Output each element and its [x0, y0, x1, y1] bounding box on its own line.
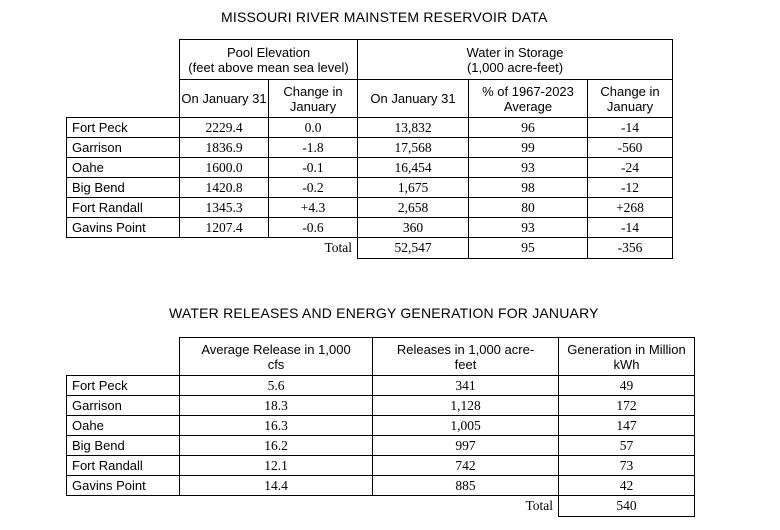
- table-row: [67, 178, 673, 198]
- reservoir-storage-table: [66, 39, 673, 259]
- table-row: [67, 138, 673, 158]
- value-cell: 14.4: [180, 476, 373, 496]
- total-label: Total: [324, 240, 352, 256]
- total-label: Total: [525, 498, 553, 514]
- reservoir-name-cell: Gavins Point: [67, 218, 180, 238]
- column-header: [180, 80, 269, 118]
- value-cell: 93: [469, 158, 588, 178]
- table-row: [67, 118, 673, 138]
- total-row: [67, 238, 673, 259]
- reservoir-name-cell: Fort Randall: [67, 198, 180, 218]
- value-cell: 1,675: [358, 178, 469, 198]
- value-cell: 73: [559, 456, 695, 476]
- value-cell: -24: [588, 158, 673, 178]
- total-row: [67, 496, 695, 517]
- value-cell: 16,454: [358, 158, 469, 178]
- value-cell: 1345.3: [180, 198, 269, 218]
- value-cell: 96: [469, 118, 588, 138]
- total-spacer: [67, 238, 180, 259]
- column-header-label: Generation in Million kWh: [567, 341, 686, 372]
- value-cell: 57: [559, 436, 695, 456]
- value-cell: 16.3: [180, 416, 373, 436]
- value-cell: 49: [559, 376, 695, 396]
- reservoir-name-cell: Fort Randall: [67, 456, 180, 476]
- pool-elevation-group-header: [180, 40, 358, 80]
- column-header-label: On January 31: [181, 91, 267, 106]
- table-row: [67, 416, 695, 436]
- column-header-label: Average Release in 1,000 cfs: [201, 341, 351, 372]
- storage-table-title: MISSOURI RIVER MAINSTEM RESERVOIR DATA: [221, 9, 548, 25]
- value-cell: 360: [358, 218, 469, 238]
- value-cell: 18.3: [180, 396, 373, 416]
- total-value-cell: -356: [588, 238, 673, 259]
- table-row: [67, 158, 673, 178]
- table-row: [67, 456, 695, 476]
- value-cell: 172: [559, 396, 695, 416]
- value-cell: 13,832: [358, 118, 469, 138]
- releases-table-title: WATER RELEASES AND ENERGY GENERATION FOR JANUARY: [169, 305, 599, 321]
- water-storage-group-label: Water in Storage (1,000 acre-feet): [466, 44, 564, 75]
- value-cell: 16.2: [180, 436, 373, 456]
- column-header-label: % of 1967-2023 Average: [482, 83, 574, 114]
- column-header: [559, 338, 695, 376]
- reservoir-name-cell: Garrison: [67, 396, 180, 416]
- value-cell: 5.6: [180, 376, 373, 396]
- value-cell: 1836.9: [180, 138, 269, 158]
- water-releases-table: [66, 337, 695, 517]
- value-cell: 12.1: [180, 456, 373, 476]
- value-cell: -14: [588, 118, 673, 138]
- value-cell: -0.1: [269, 158, 358, 178]
- value-cell: -0.6: [269, 218, 358, 238]
- value-cell: -0.2: [269, 178, 358, 198]
- table-row: [67, 476, 695, 496]
- reservoir-name-cell: Oahe: [67, 158, 180, 178]
- column-header: [358, 80, 469, 118]
- value-cell: 997: [373, 436, 559, 456]
- table-row: [67, 396, 695, 416]
- value-cell: -12: [588, 178, 673, 198]
- value-cell: 93: [469, 218, 588, 238]
- value-cell: 341: [373, 376, 559, 396]
- value-cell: 99: [469, 138, 588, 158]
- column-header: [588, 80, 673, 118]
- column-header: [373, 338, 559, 376]
- value-cell: 1207.4: [180, 218, 269, 238]
- reservoir-name-cell: Garrison: [67, 138, 180, 158]
- reservoir-name-cell: Gavins Point: [67, 476, 180, 496]
- column-header-label: Change in January: [283, 83, 343, 114]
- value-cell: 147: [559, 416, 695, 436]
- value-cell: +268: [588, 198, 673, 218]
- column-header-label: On January 31: [370, 91, 456, 106]
- value-cell: 42: [559, 476, 695, 496]
- header-spacer: [67, 80, 180, 118]
- total-value-cell: 540: [559, 496, 695, 517]
- value-cell: -1.8: [269, 138, 358, 158]
- value-cell: 1600.0: [180, 158, 269, 178]
- column-header: [469, 80, 588, 118]
- value-cell: +4.3: [269, 198, 358, 218]
- reservoir-name-cell: Big Bend: [67, 178, 180, 198]
- table-row: [67, 198, 673, 218]
- water-storage-group-header: [358, 40, 673, 80]
- total-spacer: [180, 238, 269, 259]
- reservoir-name-cell: Fort Peck: [67, 376, 180, 396]
- value-cell: -14: [588, 218, 673, 238]
- reservoir-name-cell: Oahe: [67, 416, 180, 436]
- column-header: [269, 80, 358, 118]
- value-cell: 885: [373, 476, 559, 496]
- column-header-label: Releases in 1,000 acre- feet: [396, 341, 535, 372]
- value-cell: -560: [588, 138, 673, 158]
- value-cell: 98: [469, 178, 588, 198]
- value-cell: 1,128: [373, 396, 559, 416]
- pool-elevation-group-label: Pool Elevation (feet above mean sea level): [188, 44, 349, 75]
- value-cell: 1420.8: [180, 178, 269, 198]
- column-header-label: Change in January: [600, 83, 660, 114]
- value-cell: 742: [373, 456, 559, 476]
- table-row: [67, 376, 695, 396]
- total-spacer: [180, 496, 373, 517]
- reservoir-name-cell: Big Bend: [67, 436, 180, 456]
- header-spacer: [67, 40, 180, 80]
- value-cell: 2229.4: [180, 118, 269, 138]
- total-value-cell: 95: [469, 238, 588, 259]
- column-header: [180, 338, 373, 376]
- table-row: [67, 218, 673, 238]
- reservoir-name-cell: Fort Peck: [67, 118, 180, 138]
- value-cell: 1,005: [373, 416, 559, 436]
- table-row: [67, 436, 695, 456]
- value-cell: 80: [469, 198, 588, 218]
- total-spacer: [67, 496, 180, 517]
- value-cell: 17,568: [358, 138, 469, 158]
- value-cell: 2,658: [358, 198, 469, 218]
- total-value-cell: 52,547: [358, 238, 469, 259]
- value-cell: 0.0: [269, 118, 358, 138]
- header-spacer: [67, 338, 180, 376]
